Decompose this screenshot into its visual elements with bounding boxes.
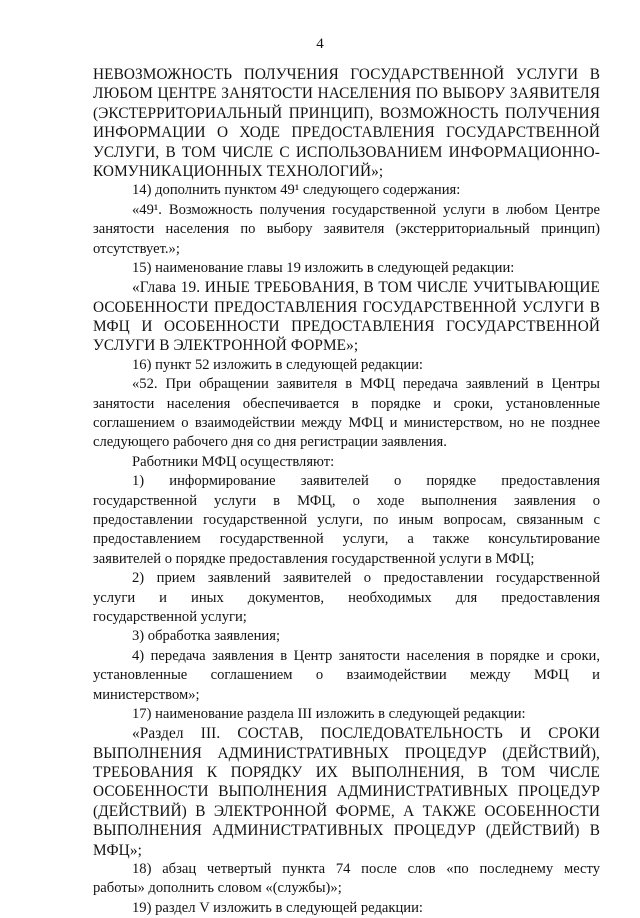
text-line: 3) обработка заявления; [132, 628, 281, 645]
text-line: «52. При обращении заявителя в МФЦ передача заявлений в Центры [132, 376, 600, 393]
text-line: 17) наименование раздела III изложить в следующей редакции: [132, 705, 526, 722]
text-line: предоставлением государственной услуги, а также консультирование [93, 531, 600, 548]
text-line: ВЫПОЛНЕНИЯ АДМИНИСТРАТИВНЫХ ПРОЦЕДУР (ДЕЙСТВИЙ), [93, 744, 600, 762]
text-line: занятости населения по выбору заявителя (экстерриториальный принцип) [93, 221, 600, 238]
text-line: занятости населения обеспечивается в порядке и сроки, установленные [93, 395, 600, 412]
text-line: «Глава 19. ИНЫЕ ТРЕБОВАНИЯ, В ТОМ ЧИСЛЕ УЧИТЫВАЮЩИЕ [132, 279, 600, 297]
text-line: 1) информирование заявителей о порядке предоставления [132, 473, 600, 490]
text-line: 14) дополнить пунктом 49¹ следующего содержания: [132, 182, 461, 199]
text-line: ЛЮБОМ ЦЕНТРЕ ЗАНЯТОСТИ НАСЕЛЕНИЯ ПО ВЫБОРУ ЗАЯВИТЕЛЯ [93, 85, 600, 103]
text-line: 18) абзац четвертый пункта 74 после слов «по последнему месту [132, 861, 600, 878]
text-line: НЕВОЗМОЖНОСТЬ ПОЛУЧЕНИЯ ГОСУДАРСТВЕННОЙ УСЛУГИ В [93, 66, 600, 83]
text-line: ВЫПОЛНЕНИЯ АДМИНИСТРАТИВНЫХ ПРОЦЕДУР (ДЕЙСТВИЙ) В [93, 822, 600, 840]
text-line: заявителей о порядке предоставления государственной услуги в МФЦ; [93, 550, 535, 567]
text-line: «Раздел III. СОСТАВ, ПОСЛЕДОВАТЕЛЬНОСТЬ И СРОКИ [132, 725, 600, 743]
text-line: (ДЕЙСТВИЙ) В ЭЛЕКТРОННОЙ ФОРМЕ, А ТАКЖЕ ОСОБЕННОСТИ [93, 802, 600, 820]
text-line: работы» дополнить словом «(службы)»; [93, 880, 342, 897]
text-line: установленные соглашением о взаимодействии между МФЦ и [93, 667, 600, 684]
text-line: министерством»; [93, 686, 200, 703]
text-line: «49¹. Возможность получения государственной услуги в любом Центре [132, 201, 600, 218]
text-line: КОМУНИКАЦИОННЫХ ТЕХНОЛОГИЙ»; [93, 162, 384, 180]
text-line: МФЦ»; [93, 841, 142, 859]
text-line: предоставлении государственной услуги, по иным вопросам, связанным с [93, 511, 600, 528]
text-line: 4) передача заявления в Центр занятости населения в порядке и сроки, [132, 647, 600, 664]
page-number: 4 [316, 36, 324, 52]
text-line: отсутствует.»; [93, 240, 180, 257]
text-line: 2) прием заявлений заявителей о предоставлении государственной [132, 570, 600, 587]
text-line: ОСОБЕННОСТИ ВЫПОЛНЕНИЯ АДМИНИСТРАТИВНЫХ ПРОЦЕДУР [93, 783, 600, 801]
text-line: Работники МФЦ осуществляют: [132, 453, 335, 470]
text-line: 15) наименование главы 19 изложить в следующей редакции: [132, 259, 515, 276]
text-line: 16) пункт 52 изложить в следующей редакции: [132, 356, 423, 373]
text-line: ИНФОРМАЦИИ О ХОДЕ ПРЕДОСТАВЛЕНИЯ ГОСУДАРСТВЕННОЙ [93, 124, 600, 142]
text-line: государственной услуги в МФЦ, о ходе выполнения заявления о [93, 492, 600, 509]
text-line: ОСОБЕННОСТИ ПРЕДОСТАВЛЕНИЯ ГОСУДАРСТВЕННОЙ УСЛУГИ В [93, 298, 600, 316]
text-line: (ЭКСТЕРРИТОРИАЛЬНЫЙ ПРИНЦИП), ВОЗМОЖНОСТЬ ПОЛУЧЕНИЯ [93, 104, 600, 122]
document-body [93, 65, 600, 918]
text-line: услуги и иных документов, необходимых для предоставления [93, 589, 600, 606]
text-line: 19) раздел V изложить в следующей редакции: [132, 899, 423, 916]
text-line: ТРЕБОВАНИЯ К ПОРЯДКУ ИХ ВЫПОЛНЕНИЯ, В ТОМ ЧИСЛЕ [93, 764, 600, 782]
text-line: государственной услуги; [93, 608, 247, 625]
text-line: следующего рабочего дня со дня регистрации заявления. [93, 434, 447, 451]
text-line: соглашением о взаимодействии между МФЦ и министерством, но не позднее [93, 415, 600, 432]
text-line: МФЦ И ОСОБЕННОСТИ ПРЕДОСТАВЛЕНИЯ ГОСУДАРСТВЕННОЙ [93, 318, 600, 336]
text-line: УСЛУГИ В ЭЛЕКТРОННОЙ ФОРМЕ»; [93, 337, 359, 355]
text-line: УСЛУГИ, В ТОМ ЧИСЛЕ С ИСПОЛЬЗОВАНИЕМ ИНФОРМАЦИОННО- [93, 143, 600, 161]
